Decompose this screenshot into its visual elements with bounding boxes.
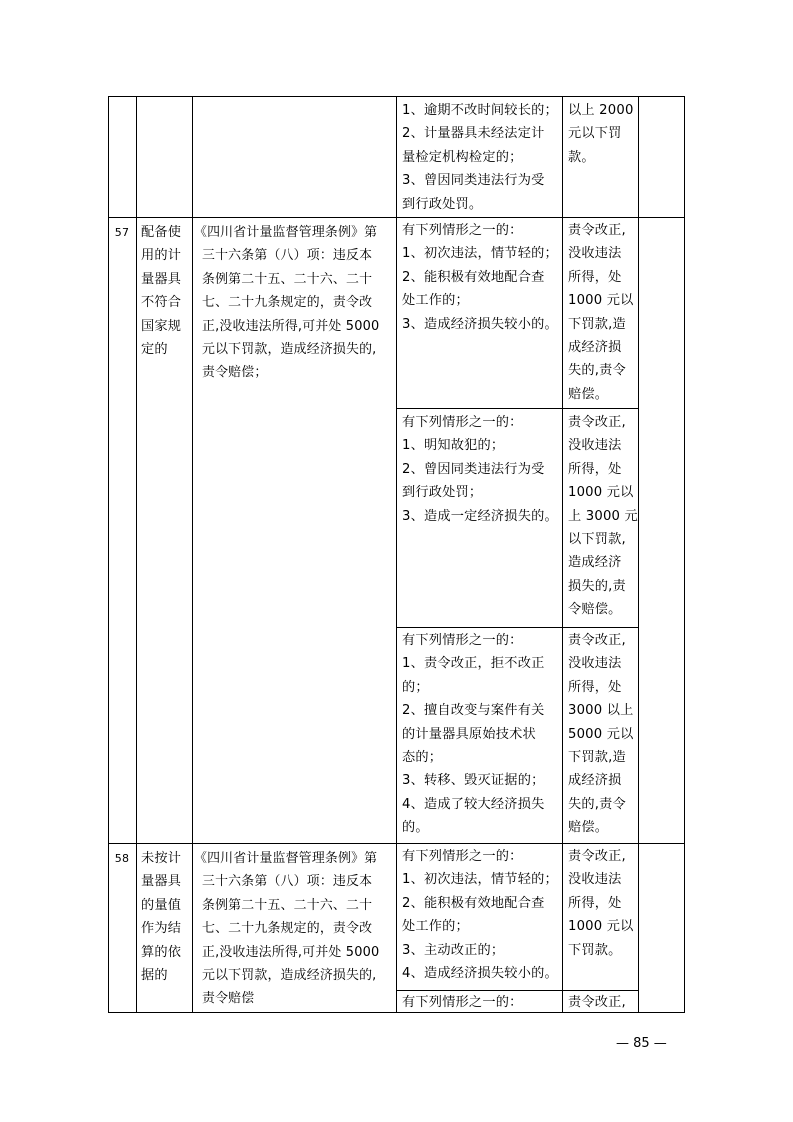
level-conditions xyxy=(402,411,562,528)
penalty-line: 款。 xyxy=(568,149,595,165)
column-divider xyxy=(396,96,397,1013)
penalty-line: 元以下罚 xyxy=(568,126,622,142)
basis-line: 元以下罚款，造成经济损失的, xyxy=(202,342,377,358)
penalty-line: 上 3000 元 xyxy=(568,508,638,524)
penalty-line: 1000 元以 xyxy=(568,485,634,501)
continuation-penalty xyxy=(568,99,638,169)
level-penalty xyxy=(568,991,638,1014)
basis-line: 七、二十九条规定的，责令改 xyxy=(202,295,373,311)
penalty-line: 责令改正, xyxy=(568,849,626,864)
column-divider xyxy=(562,96,563,1013)
penalty-line: 失的,责令 xyxy=(568,796,626,812)
item-line: 国家规 xyxy=(141,318,182,334)
condition-line: 1、初次违法，情节轻的； xyxy=(402,872,558,888)
penalty-line: 下罚款,造 xyxy=(568,750,626,766)
row-number: 58 xyxy=(114,852,130,865)
condition-line: 3、转移、毁灭证据的； xyxy=(402,773,545,789)
basis-line: 《四川省计量监督管理条例》第 xyxy=(194,851,378,866)
basis-line: 正,没收违法所得,可并处 5000 xyxy=(202,944,380,960)
penalty-line: 责令改正, xyxy=(568,995,626,1010)
item-line: 未按计 xyxy=(141,851,182,866)
condition-line: 3、造成经济损失较小的。 xyxy=(402,316,558,332)
item-line: 定的 xyxy=(141,342,168,358)
basis-line: 元以下罚款，造成经济损失的, xyxy=(202,968,377,984)
condition-line: 处工作的； xyxy=(402,919,469,935)
condition-line: 2、曾因同类违法行为受 xyxy=(402,461,545,477)
condition-line: 4、造成了较大经济损失 xyxy=(402,796,545,812)
condition-line: 3、曾因同类违法行为受 xyxy=(402,173,545,189)
penalty-line: 成经济损 xyxy=(568,340,622,356)
condition-line: 量检定机构检定的； xyxy=(402,149,523,165)
condition-line: 1、初次违法，情节轻的； xyxy=(402,246,558,262)
item-line: 的量值 xyxy=(141,897,182,913)
basis-line: 责令赔偿 xyxy=(202,991,255,1007)
level-conditions xyxy=(402,219,562,336)
penalty-line: 责令改正, xyxy=(568,223,626,238)
condition-line: 有下列情形之一的： xyxy=(402,995,523,1010)
continuation-conditions xyxy=(402,99,562,216)
basis-line: 条例第二十五、二十六、二十 xyxy=(202,271,373,287)
condition-line: 4、造成经济损失较小的。 xyxy=(402,966,558,982)
basis-line: 三十六条第（八）项：违反本 xyxy=(202,874,373,890)
penalty-line: 所得，处 xyxy=(568,679,622,695)
condition-line: 1、责令改正，拒不改正 xyxy=(402,656,545,672)
item-line: 作为结 xyxy=(141,921,182,937)
condition-line: 到行政处罚。 xyxy=(402,196,483,212)
penalty-line: 令赔偿。 xyxy=(568,602,622,618)
condition-line: 有下列情形之一的： xyxy=(402,633,523,648)
penalty-line: 造成经济 xyxy=(568,555,622,571)
level-conditions xyxy=(402,845,562,985)
penalty-line: 5000 元以 xyxy=(568,726,634,742)
penalty-line: 成经济损 xyxy=(568,773,622,789)
level-conditions xyxy=(402,629,562,840)
condition-line: 2、能积极有效地配合查 xyxy=(402,269,545,285)
basis-line: 正,没收违法所得,可并处 5000 xyxy=(202,318,380,334)
penalty-line: 下罚款,造 xyxy=(568,316,626,332)
row-divider xyxy=(396,408,638,409)
violation-item xyxy=(141,221,193,361)
violation-item xyxy=(141,847,193,987)
basis-line: 七、二十九条规定的，责令改 xyxy=(202,921,373,937)
penalty-line: 损失的,责 xyxy=(568,578,626,594)
condition-line: 2、能积极有效地配合查 xyxy=(402,895,545,911)
condition-line: 态的； xyxy=(402,750,443,766)
level-penalty xyxy=(568,845,638,962)
condition-line: 到行政处罚； xyxy=(402,485,483,501)
level-conditions xyxy=(402,991,562,1014)
penalty-line: 所得，处 xyxy=(568,269,622,285)
penalty-line: 责令改正, xyxy=(568,415,626,430)
legal-basis xyxy=(194,847,396,1011)
penalty-line: 1000 元以 xyxy=(568,293,634,309)
item-line: 算的依 xyxy=(141,944,182,960)
penalty-line: 没收违法 xyxy=(568,438,622,454)
condition-line: 3、造成一定经济损失的。 xyxy=(402,508,558,524)
penalty-line: 失的,责令 xyxy=(568,363,626,379)
penalty-line: 1000 元以 xyxy=(568,919,634,935)
condition-line: 2、擅自改变与案件有关 xyxy=(402,703,545,719)
condition-line: 有下列情形之一的： xyxy=(402,223,523,238)
item-line: 量器具 xyxy=(141,271,182,287)
penalty-line: 3000 以上 xyxy=(568,703,634,719)
penalty-line: 没收违法 xyxy=(568,656,622,672)
condition-line: 2、计量器具未经法定计 xyxy=(402,126,545,142)
page-number: — 85 — xyxy=(616,1036,667,1051)
penalty-line: 下罚款。 xyxy=(568,942,622,958)
legal-basis xyxy=(194,221,396,385)
condition-line: 3、主动改正的； xyxy=(402,942,505,958)
condition-line: 1、逾期不改时间较长的； xyxy=(402,103,558,118)
column-divider xyxy=(136,96,137,1013)
item-line: 配备使 xyxy=(141,225,182,240)
penalty-line: 所得，处 xyxy=(568,895,622,911)
penalty-line: 责令改正, xyxy=(568,633,626,648)
condition-line: 的； xyxy=(402,679,429,695)
penalty-line: 没收违法 xyxy=(568,872,622,888)
penalty-line: 赔偿。 xyxy=(568,386,609,402)
basis-line: 《四川省计量监督管理条例》第 xyxy=(194,225,378,240)
penalty-line: 赔偿。 xyxy=(568,820,609,836)
row-number: 57 xyxy=(114,226,130,239)
item-line: 据的 xyxy=(141,968,168,984)
condition-line: 的。 xyxy=(402,820,429,836)
level-penalty xyxy=(568,411,638,622)
level-penalty xyxy=(568,629,638,840)
penalty-line: 以上 2000 xyxy=(568,103,634,118)
item-line: 不符合 xyxy=(141,295,182,311)
basis-line: 条例第二十五、二十六、二十 xyxy=(202,897,373,913)
column-divider xyxy=(638,96,639,1013)
penalty-line: 所得，处 xyxy=(568,461,622,477)
condition-line: 有下列情形之一的： xyxy=(402,849,523,864)
penalty-line: 以下罚款, xyxy=(568,532,626,548)
penalty-line: 没收违法 xyxy=(568,246,622,262)
condition-line: 1、明知故犯的； xyxy=(402,438,505,454)
condition-line: 有下列情形之一的： xyxy=(402,415,523,430)
basis-line: 责令赔偿； xyxy=(202,365,268,381)
condition-line: 的计量器具原始技术状 xyxy=(402,726,536,742)
level-penalty xyxy=(568,219,638,406)
basis-line: 三十六条第（八）项：违反本 xyxy=(202,248,373,264)
item-line: 量器具 xyxy=(141,874,182,890)
item-line: 用的计 xyxy=(141,248,182,264)
condition-line: 处工作的； xyxy=(402,293,469,309)
